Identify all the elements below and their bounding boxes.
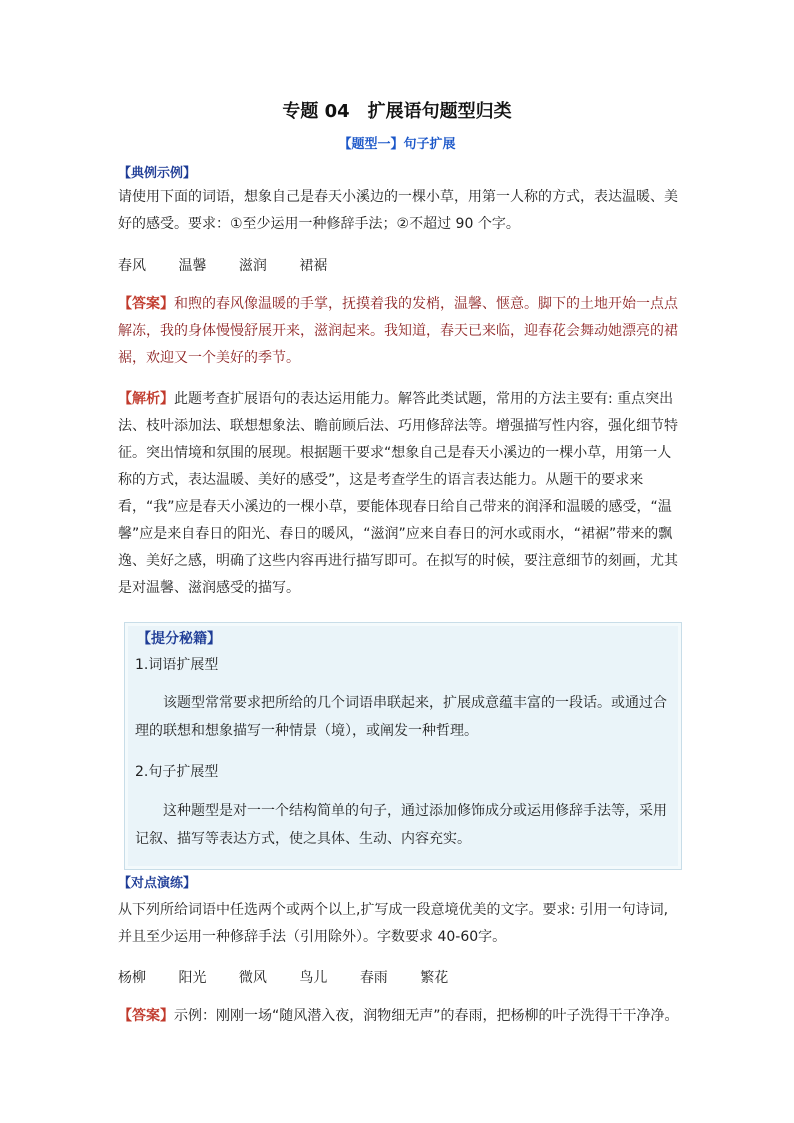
analysis-label: 【解析】 xyxy=(118,391,174,407)
practice-label: 【对点演练】 xyxy=(118,876,197,891)
word-item: 春风 xyxy=(118,258,146,274)
word-item: 杨柳 xyxy=(118,970,146,986)
example-answer xyxy=(118,291,678,372)
example-question: 请使用下面的词语，想象自己是春天小溪边的一棵小草，用第一人称的方式，表达温暖、美好的感受。要求：①至少运用一种修辞手法；②不超过 90 个字。 xyxy=(118,189,678,232)
word-item: 滋润 xyxy=(238,258,267,274)
page-title: 专题 04 扩展语句题型归类 xyxy=(282,101,512,122)
tips-heading-1: 1.词语扩展型 xyxy=(135,657,219,673)
answer-text: 和煦的春风像温暖的手掌，抚摸着我的发梢，温馨、惬意。脚下的土地开始一点点解冻，我的身体慢慢舒展开来，滋润起来。我知道，春天已来临，迎春花会舞动她漂亮的裙裾，欢迎又一个美好的季节。 xyxy=(118,296,678,366)
example-label: 【典例示例】 xyxy=(118,166,197,181)
word-item: 裙裾 xyxy=(299,258,328,274)
analysis-text: 此题考查扩展语句的表达运用能力。解答此类试题，常用的方法主要有: 重点突出法、枝叶添加法、联想想象法、瞻前顾后法、巧用修辞法等。增强描写性内容，强化细节特征。突出情境和氛围的展现。根据题干要求“想象自己是春天小溪边的一棵小草，用第一人称的方式，表达温暖、美好的感受”，这是考查学生的语言表达能力。从题干的要求来看，“我”应是春天小溪边的一棵小草，要能体现春日给自己带来的润泽和温暖的感受，“温馨”应是来自春日的阳光、春日的暖风，“滋润”应来自春日的河水或雨水，“裙裾”带来的飘逸、美好之感，明确了这些内容再进行描写即可。在拟写的时候，要注意细节的刻画，尤其是对温馨、滋润感受的描写。 xyxy=(118,391,678,596)
example-word-list xyxy=(118,255,355,275)
practice-answer xyxy=(118,1003,688,1030)
tips-paragraph-1: 该题型常常要求把所给的几个词语串联起来，扩展成意蕴丰富的一段话。或通过合理的联想和想象描写一种情景（境），或阐发一种哲理。 xyxy=(135,695,667,739)
word-item: 温馨 xyxy=(178,258,207,274)
answer-label: 【答案】 xyxy=(118,296,174,312)
tips-paragraph-2: 这种题型是对一一个结构简单的句子，通过添加修饰成分或运用修辞手法等，采用记叙、描写等表达方式，使之具体、生动、内容充实。 xyxy=(135,803,667,847)
answer-label: 【答案】 xyxy=(118,1008,174,1024)
tips-box xyxy=(124,622,682,870)
tips-heading-2: 2.句子扩展型 xyxy=(135,764,219,780)
example-analysis xyxy=(118,386,678,602)
practice-word-list xyxy=(118,967,476,987)
tips-label: 【提分秘籍】 xyxy=(137,631,221,647)
answer-text: 示例：刚刚一场“随风潜入夜，润物细无声”的春雨，把杨柳的叶子洗得干干净净。 xyxy=(174,1008,679,1024)
word-item: 繁花 xyxy=(420,970,449,986)
word-item: 春雨 xyxy=(359,970,388,986)
word-item: 微风 xyxy=(238,970,267,986)
practice-question: 从下列所给词语中任选两个或两个以上,扩写成一段意境优美的文字。要求: 引用一句诗词,并且至少运用一种修辞手法（引用除外）。字数要求 40-60字。 xyxy=(118,902,669,945)
word-item: 阳光 xyxy=(178,970,207,986)
word-item: 鸟儿 xyxy=(299,970,328,986)
section-subtitle: 【题型一】句子扩展 xyxy=(338,137,456,152)
